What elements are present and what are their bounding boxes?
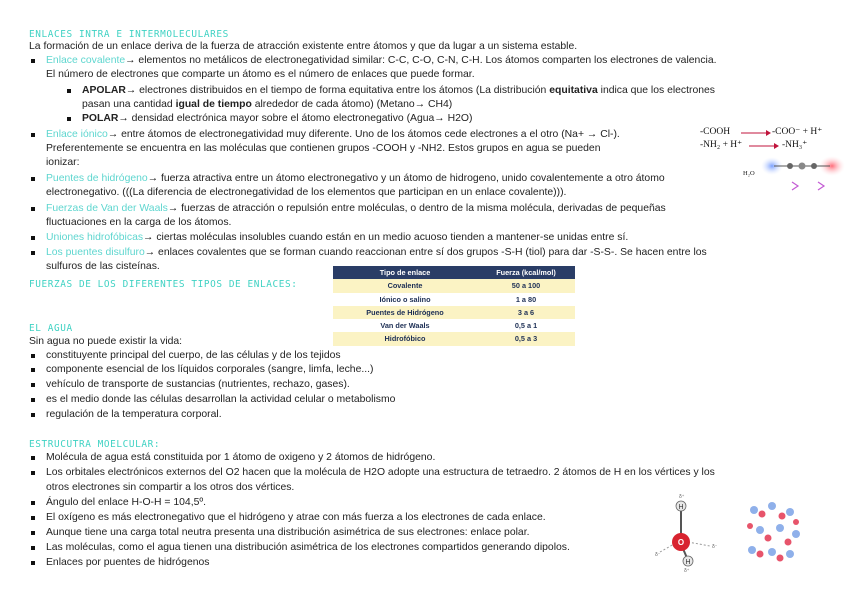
list-item: componente esencial de los líquidos corporales (sangre, limfa, leche...) bbox=[46, 364, 374, 375]
table-header: Fuerza (kcal/mol) bbox=[477, 266, 575, 279]
bullet bbox=[31, 251, 35, 255]
list-item: vehículo de transporte de sustancias (nutrientes, rechazo, gases). bbox=[46, 379, 350, 390]
list-item: Molécula de agua está constituida por 1 átomo de oxigeno y 2 átomos de hidrógeno. bbox=[46, 452, 436, 463]
term-covalente: Enlace covalente bbox=[46, 55, 126, 66]
list-item: Ángulo del enlace H-O-H = 104,5º. bbox=[46, 497, 207, 508]
covalente-line1: Enlace covalente→ elementos no metálicos de electronegatividad similar: C-C, C-O, C-N, C-H. Los átomos comparten los electrones de valencia. bbox=[46, 55, 717, 66]
list-item: regulación de la temperatura corporal. bbox=[46, 409, 222, 420]
bullet bbox=[31, 456, 35, 460]
delta-label: δ⁺ bbox=[684, 568, 690, 572]
table-row: Hidrofóbico 0,5 a 3 bbox=[333, 332, 575, 345]
heading-estructura: ESTRUCUTRA MOELCULAR: bbox=[29, 439, 161, 450]
bullet bbox=[31, 546, 35, 550]
covalente-line2: El número de electrones que comparte un átomo es el número de enlaces que puede formar. bbox=[46, 69, 475, 80]
ionico-line2: Preferentemente se encuentra en las moléculas que contienen grupos -COOH y -NH2. Estos grupos en agua se pueden bbox=[46, 143, 601, 154]
bullet bbox=[31, 471, 35, 475]
bullet bbox=[31, 516, 35, 520]
delta-label: δ⁻ bbox=[655, 552, 661, 558]
polar-line: POLAR→ densidad electrónica mayor sobre el átomo electronegativo (Agua→ H2O) bbox=[82, 113, 473, 124]
bullet bbox=[31, 177, 35, 181]
bullet bbox=[31, 368, 35, 372]
table-row: Van der Waals 0,5 a 1 bbox=[333, 319, 575, 332]
hidrofobicas-line: Uniones hidrofóbicas→ ciertas moléculas insolubles cuando están en un medio acuoso tienden a mantener-se unidas entre sí. bbox=[46, 232, 629, 243]
hydrogen-label: H bbox=[685, 559, 691, 566]
delta-label: δ⁺ bbox=[679, 494, 685, 500]
water-molecule-icon bbox=[650, 492, 730, 572]
intro-text: La formación de un enlace deriva de la fuerza de atracción existente entre átomos y que da lugar a un sistema estable. bbox=[29, 41, 578, 52]
list-item: Aunque tiene una carga total neutra presenta una distribución asimétrica de sus electrones: enlace polar. bbox=[46, 527, 530, 538]
vdw-line2: fluctuaciones en la carga de los átomos. bbox=[46, 217, 232, 228]
water-lattice-icon bbox=[744, 498, 804, 562]
heading-agua: EL AGUA bbox=[29, 323, 73, 334]
list-item: es el medio donde las células desarrollan la actividad celular o metabolismo bbox=[46, 394, 396, 405]
list-item: Las moléculas, como el agua tienen una distribución asimétrica de los electrones compartidos generando dipolos. bbox=[46, 542, 570, 553]
bullet bbox=[67, 117, 71, 121]
list-item: otros electrones sin compartir a los otros dos vértices. bbox=[46, 482, 295, 493]
arrow-icon bbox=[748, 142, 780, 150]
term-ionico: Enlace iónico bbox=[46, 129, 108, 140]
term-hidrofobicas: Uniones hidrofóbicas bbox=[46, 232, 144, 243]
term-disulfuro: Los puentes disulfuro bbox=[46, 247, 145, 258]
bullet bbox=[31, 413, 35, 417]
vdw-line1: Fuerzas de Van der Waals→ fuerzas de atracción o repulsión entre moléculas, o dentro de la misma molécula, derivadas de pequeñas bbox=[46, 203, 666, 214]
table-row: Iónico o salino 1 a 80 bbox=[333, 293, 575, 306]
hidrogeno-line1: Puentes de hidrógeno→ fuerza atractiva entre un átomo electronegativo y un átomo de hidrogeno, unido covalentemente a otro átomo bbox=[46, 173, 665, 184]
bullet bbox=[31, 531, 35, 535]
bullet bbox=[31, 398, 35, 402]
hydrogen-bond-molecule-icon bbox=[760, 154, 848, 198]
bullet bbox=[31, 354, 35, 358]
term-vanderwaals: Fuerzas de Van der Waals bbox=[46, 203, 168, 214]
list-item: Enlaces por puentes de hidrógenos bbox=[46, 557, 210, 568]
bullet bbox=[67, 89, 71, 93]
bullet bbox=[31, 236, 35, 240]
oxygen-label: O bbox=[677, 538, 685, 547]
bullet bbox=[31, 383, 35, 387]
table-row: Puentes de Hidrógeno 3 a 6 bbox=[333, 306, 575, 319]
list-item: Los orbitales electrónicos externos del O2 hacen que la molécula de H2O adopte una estructura de tetraedro. 2 átomos de H en los vértices y los bbox=[46, 467, 715, 478]
ionico-line3: ionizar: bbox=[46, 157, 80, 168]
table-header-row bbox=[333, 266, 575, 279]
table-header: Tipo de enlace bbox=[333, 266, 477, 279]
apolar-line1: APOLAR→ electrones distribuidos en el tiempo de forma equitativa entre los átomos (La distribución equitativa indica que los electrones bbox=[82, 85, 716, 96]
disulfuro-line2: sulfuros de las cisteínas. bbox=[46, 261, 160, 272]
bullet bbox=[31, 501, 35, 505]
bullet bbox=[31, 59, 35, 63]
bullet bbox=[31, 561, 35, 565]
bullet bbox=[31, 133, 35, 137]
list-item: constituyente principal del cuerpo, de las células y de los tejidos bbox=[46, 350, 341, 361]
heading-fuerzas: FUERZAS DE LOS DIFERENTES TIPOS DE ENLACES: bbox=[29, 279, 298, 290]
arrow-icon bbox=[740, 129, 772, 137]
bullet bbox=[31, 207, 35, 211]
delta-label: δ⁻ bbox=[712, 544, 718, 550]
heading-enlaces: ENLACES INTRA E INTERMOLECULARES bbox=[29, 29, 229, 40]
ionico-line1: Enlace iónico→ entre átomos de electronegatividad muy diferente. Uno de los átomos cede electrones a el otro (Na+ → Cl-). bbox=[46, 129, 620, 140]
apolar-line2: pasan una cantidad igual de tiempo alrededor de cada átomo) (Metano→ CH4) bbox=[82, 99, 453, 110]
disulfuro-line1: Los puentes disulfuro→ enlaces covalentes que se forman cuando reaccionan entre sí dos grupos -S-H (tiol) para dar -S-S-. Se hacen entre los bbox=[46, 247, 707, 258]
term-hidrogeno: Puentes de hidrógeno bbox=[46, 173, 148, 184]
hidrogeno-line2: electronegativo. (((La diferencia de electronegatividad de los elementos que participan en un enlace covalente))). bbox=[46, 187, 567, 198]
agua-intro: Sin agua no puede existir la vida: bbox=[29, 336, 183, 347]
list-item: El oxígeno es más electronegativo que el hidrógeno y atrae con más fuerza a los electrones de cada enlace. bbox=[46, 512, 546, 523]
bond-strength-table bbox=[333, 266, 575, 346]
table-row: Covalente 50 a 100 bbox=[333, 279, 575, 292]
hydrogen-label: H bbox=[678, 504, 684, 511]
